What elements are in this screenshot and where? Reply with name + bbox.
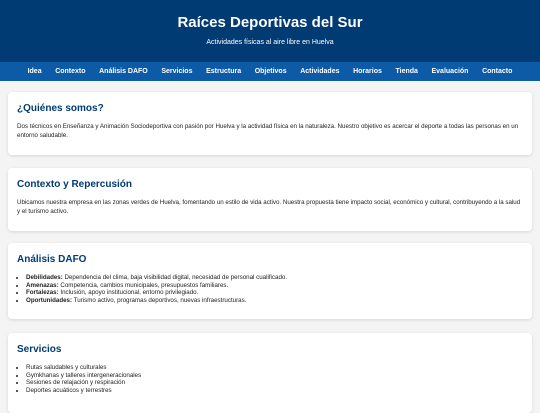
swot-term: Debilidades: — [26, 274, 63, 281]
nav-link-contexto[interactable]: Contexto — [55, 68, 86, 75]
context-section — [8, 168, 532, 231]
swot-list — [17, 274, 523, 304]
nav-link-horarios[interactable]: Horarios — [353, 68, 382, 75]
site-subtitle: Actividades físicas al aire libre en Huelva — [206, 39, 334, 46]
swot-term: Amenazas: — [26, 281, 59, 289]
services-heading: Servicios — [17, 344, 62, 355]
swot-item-strengths — [26, 289, 523, 297]
about-section — [8, 92, 532, 155]
swot-section — [8, 243, 532, 319]
site-title: Raíces Deportivas del Sur — [177, 14, 363, 31]
service-item: • Rutas saludables y culturales — [26, 364, 523, 372]
nav-link-idea[interactable]: Idea — [27, 68, 42, 75]
nav-link-tienda[interactable]: Tienda — [395, 68, 418, 75]
services-list — [17, 364, 523, 394]
service-item: • Gymkhanas y talleres intergeneracionales — [26, 372, 523, 380]
swot-item-threats — [26, 282, 523, 290]
about-text: Dos técnicos en Enseñanza y Animación Sociodeportiva con pasión por Huelva y la actividad física en la naturaleza. Nuestro objetivo es acercar el deporte a todas las personas en un entorno saludable. — [17, 123, 519, 139]
swot-item-weaknesses — [26, 274, 523, 282]
swot-term: Fortalezas: — [26, 289, 59, 297]
nav-link-contacto[interactable]: Contacto — [482, 68, 513, 75]
site-header — [0, 0, 540, 62]
swot-description: Turismo activo, programas deportivos, nuevas infraestructuras. — [72, 296, 247, 304]
swot-description: Inclusión, apoyo institucional, entorno privilegiado. — [58, 289, 199, 297]
swot-description: Competencia, cambios municipales, presupuestos familiares. — [58, 281, 229, 289]
context-heading: Contexto y Repercusión — [17, 179, 133, 190]
main-navigation — [0, 62, 540, 81]
services-section — [8, 333, 532, 413]
nav-link-actividades[interactable]: Actividades — [300, 68, 340, 75]
about-heading: ¿Quiénes somos? — [17, 103, 104, 114]
nav-link-evaluacion[interactable]: Evaluación — [431, 68, 469, 75]
service-item: • Deportes acuáticos y terrestres — [26, 387, 523, 395]
nav-link-servicios[interactable]: Servicios — [161, 68, 193, 75]
swot-item-opportunities — [26, 297, 523, 305]
swot-term: Oportunidades: — [26, 296, 73, 304]
swot-heading: Análisis DAFO — [17, 254, 87, 265]
nav-link-analisis-dafo[interactable]: Análisis DAFO — [99, 68, 148, 75]
nav-link-estructura[interactable]: Estructura — [206, 68, 242, 75]
nav-link-objetivos[interactable]: Objetivos — [254, 68, 287, 75]
context-text: Ubicamos nuestra empresa en las zonas verdes de Huelva, fomentando un estilo de vida activo. Nuestra propuesta tiene impacto social, económico y cultural, contribuyendo a la salud y el turismo activo. — [17, 199, 521, 215]
swot-description: Dependencia del clima, baja visibilidad digital, necesidad de personal cualificado. — [62, 274, 288, 281]
service-item: • Sesiones de relajación y respiración — [26, 379, 523, 387]
